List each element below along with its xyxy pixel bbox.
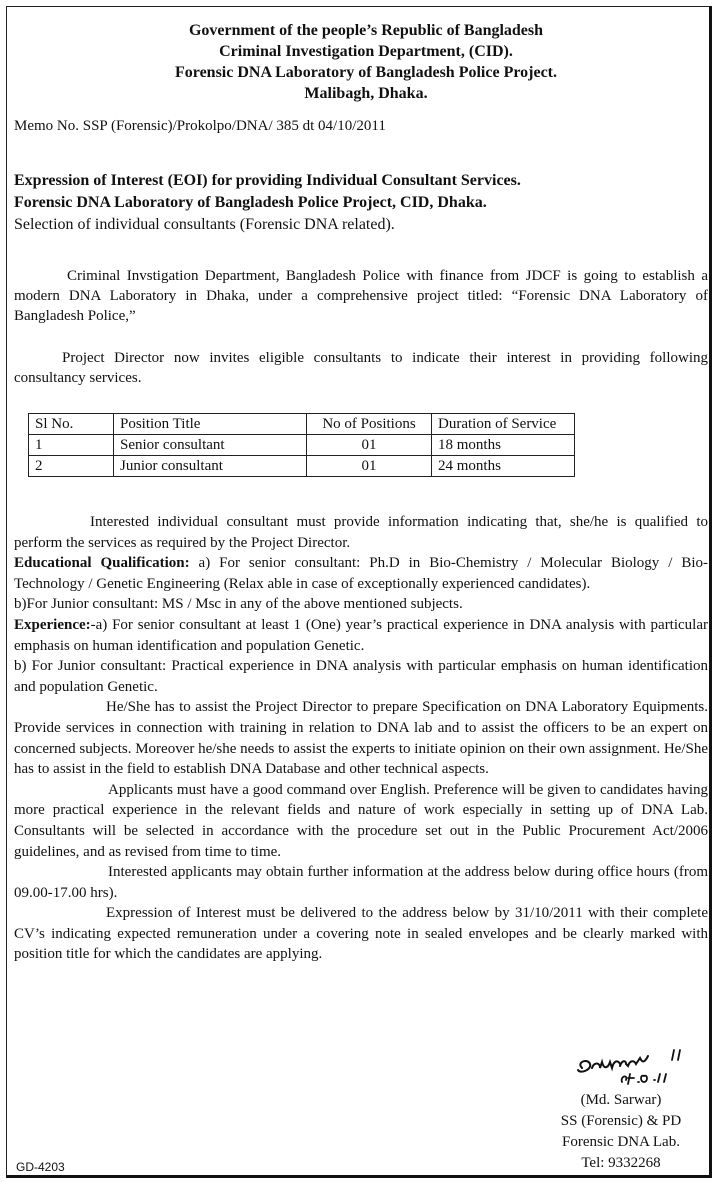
positions-table	[28, 413, 575, 477]
eoi-title: Expression of Interest (EOI) for providing Individual Consultant Services.	[14, 172, 521, 189]
gd-code: GD-4203	[16, 1160, 65, 1174]
signatory-organization: Forensic DNA Lab.	[562, 1134, 680, 1150]
edu-label: Educational Qualification:	[14, 555, 190, 572]
handwritten-signature	[574, 1038, 714, 1086]
exp-junior-text: b) For Junior consultant: Practical experience in DNA analysis with particular emphasis on human identification and population Genetic.	[14, 658, 708, 695]
table-row	[29, 435, 575, 456]
requirement-paragraph: Interested individual consultant must provide information indicating that, she/he is qualified to perform the services as required by the Project Director.	[14, 514, 708, 551]
edu-junior-text: b)For Junior consultant: MS / Msc in any of the above mentioned subjects.	[14, 596, 463, 613]
table-cell: 18 months	[432, 435, 575, 456]
signatory-name: (Md. Sarwar)	[580, 1092, 662, 1108]
duties-paragraph: He/She has to assist the Project Director to prepare Specification on DNA Laboratory Equipments. Provide services in connection with training in relation to DNA lab and to assist the officers to be an expert on concerned subjects. Moreover he/she needs to assist the experts to initiate opinion on their own assignment. He/She has to assist in the field to establish DNA Database and other technical aspects.	[14, 699, 709, 778]
signatory-telephone: Tel: 9332268	[581, 1155, 661, 1171]
information-paragraph: Interested applicants may obtain further information at the address below during office hours (from 09.00-17.00 hrs).	[14, 864, 708, 901]
educational-qualification	[14, 553, 708, 594]
header-location: Malibagh, Dhaka.	[304, 85, 428, 102]
memo-number: Memo No. SSP (Forensic)/Prokolpo/DNA/ 385 dt 04/10/2011	[14, 118, 386, 134]
table-cell: Junior consultant	[114, 456, 307, 477]
table-cell: 1	[29, 435, 114, 456]
table-cell: Senior consultant	[114, 435, 307, 456]
eoi-body	[14, 512, 708, 965]
english-paragraph: Applicants must have a good command over English. Preference will be given to candidates having more practical experience in the relevant fields and nature of work especially in setting up of DNA Lab. Consultants will be selected in accordance with the procedure set out in the Public Procurement Act/2006 guidelines, and as revised from time to time.	[14, 781, 708, 860]
eoi-project: Forensic DNA Laboratory of Bangladesh Police Project, CID, Dhaka.	[14, 194, 487, 211]
table-header-row	[29, 414, 575, 435]
table-header: Sl No.	[29, 414, 114, 435]
delivery-paragraph: Expression of Interest must be delivered to the address below by 31/10/2011 with their complete CV’s indicating expected remuneration under a covering note in sealed envelopes and be clearly marked with position title for which the candidates are applying.	[14, 905, 708, 963]
signatory-title: SS (Forensic) & PD	[560, 1113, 682, 1129]
table-header: Duration of Service	[432, 414, 575, 435]
table-cell: 01	[307, 456, 432, 477]
exp-senior-text: -a) For senior consultant at least 1 (One) year’s practical experience in DNA analysis with particular emphasis on human identification and population Genetic.	[14, 616, 708, 654]
table-header: No of Positions	[307, 414, 432, 435]
table-cell: 2	[29, 456, 114, 477]
edu-senior-text: a) For senior consultant: Ph.D in Bio-Chemistry / Molecular Biology / Bio-Technology / Genetic Engineering (Relax able in case of exceptionally experienced candidates).	[14, 555, 708, 592]
eoi-subtitle: Selection of individual consultants (Forensic DNA related).	[14, 216, 395, 233]
exp-label: Experience:	[14, 616, 91, 633]
intro-paragraph: Criminal Invstigation Department, Bangladesh Police with finance from JDCF is going to establish a modern DNA Laboratory in Dhaka, under a comprehensive project titled: “Forensic DNA Laboratory of Bangladesh Police,”	[14, 268, 708, 324]
table-cell: 01	[307, 435, 432, 456]
header-government: Government of the people’s Republic of Bangladesh	[188, 22, 544, 39]
signature-block	[526, 1090, 716, 1174]
table-cell: 24 months	[432, 456, 575, 477]
eoi-title-block	[14, 170, 710, 236]
table-header: Position Title	[114, 414, 307, 435]
header-project: Forensic DNA Laboratory of Bangladesh Police Project.	[174, 64, 558, 81]
document-header	[0, 20, 722, 104]
invitation-paragraph: Project Director now invites eligible consultants to indicate their interest in providing following consultancy services.	[14, 350, 708, 386]
table-row	[29, 456, 575, 477]
header-department: Criminal Investigation Department, (CID).	[219, 43, 513, 60]
experience	[14, 615, 708, 656]
